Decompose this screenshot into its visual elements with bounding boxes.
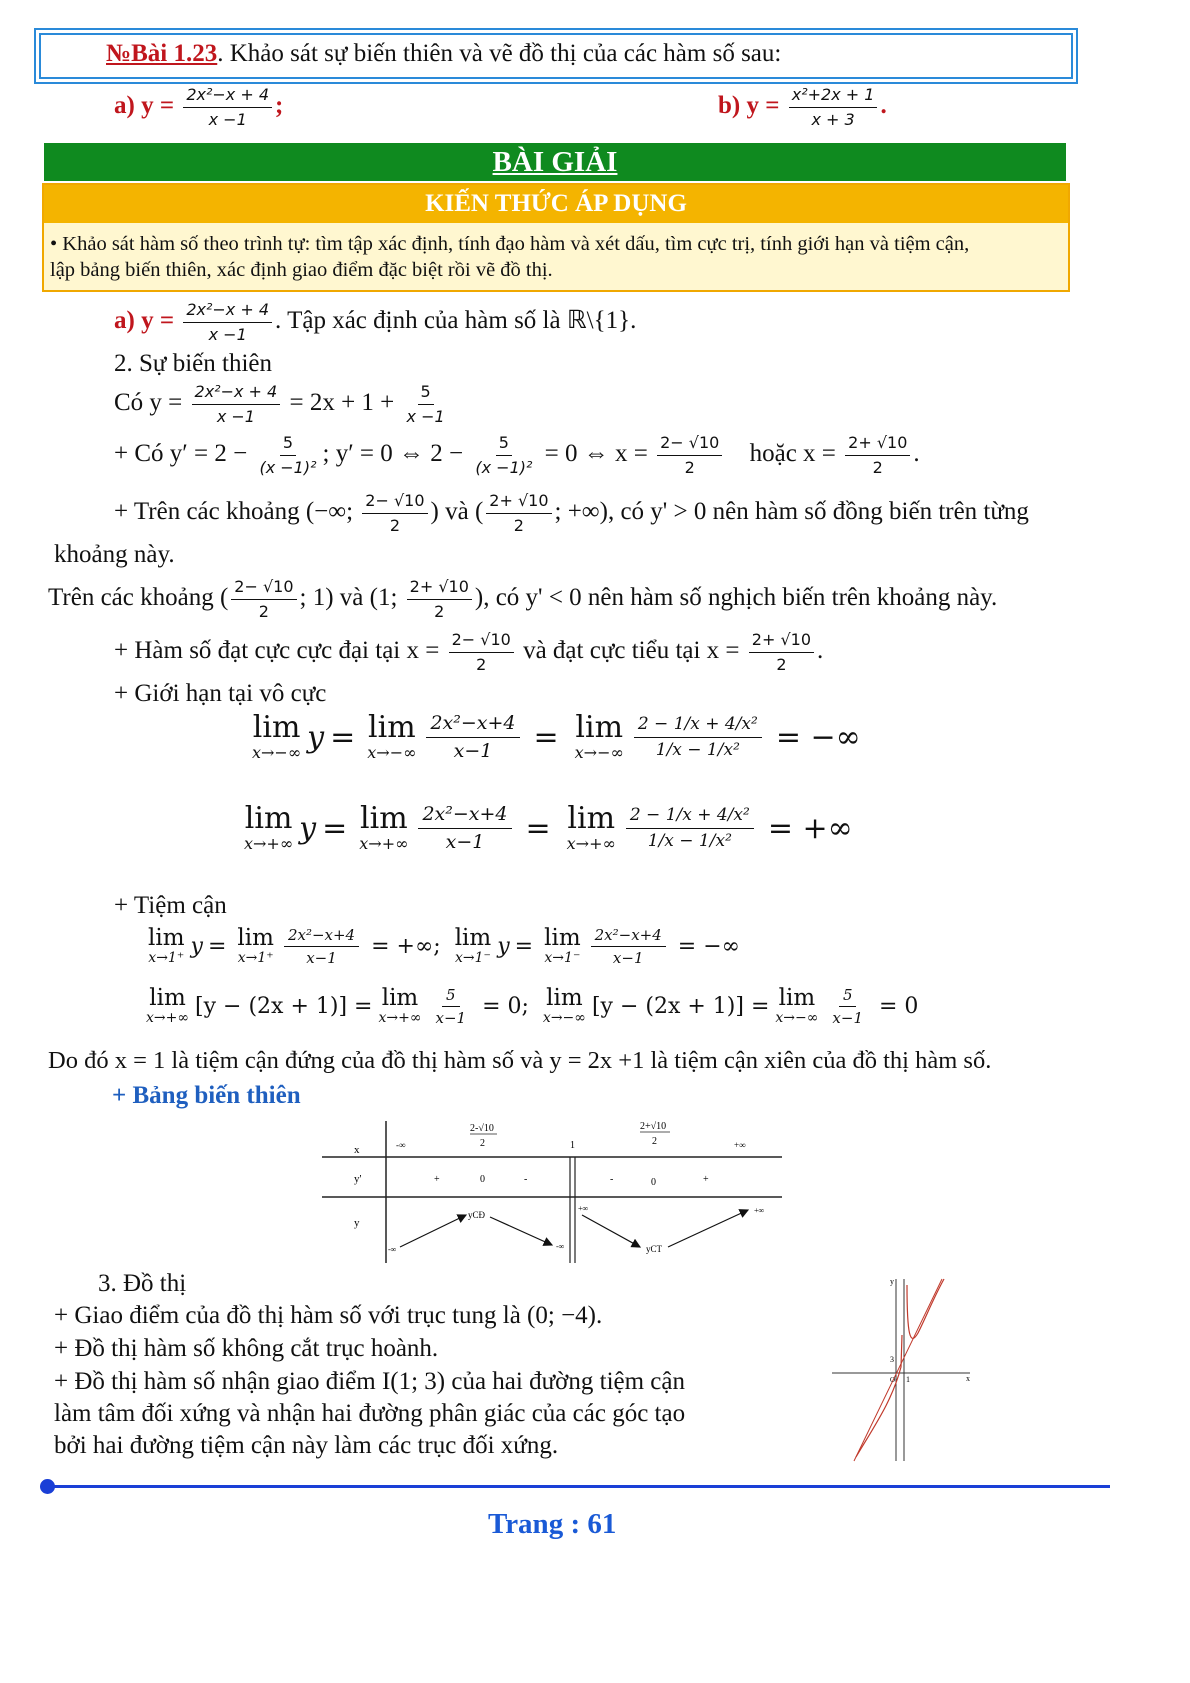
lim-complex-den: 1/x − 1/x² <box>655 739 740 760</box>
rewrite-numerator: 2x²−x + 4 <box>192 382 281 405</box>
dec-root-1: 2− √10 <box>231 577 296 600</box>
domain-text: . Tập xác định của hàm số là ℝ\{1}. <box>275 307 637 335</box>
rewrite-five: 5 <box>418 382 434 405</box>
section-2-title: 2. Sự biến thiên <box>114 350 272 377</box>
part-b-denominator: x + 3 <box>811 110 855 129</box>
part-b-numerator: x²+2x + 1 <box>789 85 878 108</box>
decreasing-line <box>48 577 997 622</box>
ext-root-1: 2− √10 <box>449 630 514 653</box>
ext-b: và đạt cực tiểu tại x = <box>523 637 740 665</box>
inc-root-1: 2− √10 <box>362 491 427 514</box>
graph-label-3: 3 <box>890 1355 894 1364</box>
x-root-1: 2-√10 <box>470 1123 494 1134</box>
lim-result: = +∞; <box>371 934 441 959</box>
graph-note-1: + Giao điểm của đồ thị hàm số với trục tung là (0; −4). <box>54 1302 603 1329</box>
lim-y: y <box>190 934 203 959</box>
graph-x-label: x <box>966 1374 970 1383</box>
ext-root-2: 2+ √10 <box>749 630 814 653</box>
lim-sub: x→+∞ <box>244 833 294 853</box>
lim-result: = 0 <box>879 994 919 1019</box>
lim-y: y <box>307 719 325 755</box>
part-a-denominator: x −1 <box>208 110 247 129</box>
conclusion-line: Do đó x = 1 là tiệm cận đứng của đồ thị hàm số và y = 2x +1 là tiệm cận xiên của đồ thị hàm số. <box>48 1047 992 1074</box>
lim-word: lim <box>575 709 624 745</box>
lim-complex-num: 2 − 1/x + 4/x² <box>626 805 754 828</box>
arrow-down-2 <box>582 1215 640 1247</box>
lim-word: lim <box>454 925 492 951</box>
dec-a: Trên các khoảng ( <box>48 584 229 612</box>
dec-root-2: 2+ √10 <box>407 577 472 600</box>
footer-rule <box>48 1485 1110 1488</box>
part-a-label: a) y = <box>114 92 175 120</box>
lim-sub: x→1⁺ <box>237 950 274 966</box>
derivative-equiv: = 0 ⇔ x = <box>544 440 648 468</box>
sign-plus-2: + <box>703 1174 709 1185</box>
root-1-num: 2− √10 <box>657 433 722 456</box>
inc-root-2: 2+ √10 <box>486 491 551 514</box>
domain-line <box>114 300 636 345</box>
page-number: Trang : 61 <box>488 1508 617 1540</box>
lim-eq: = <box>330 719 356 755</box>
problem-statement <box>106 40 781 68</box>
part-b-label: b) y = <box>718 92 780 120</box>
lim-result: = 0; <box>482 994 529 1019</box>
lim-sub: x→1⁻ <box>544 950 581 966</box>
limit-plus-inf <box>238 800 853 854</box>
rewrite-denominator: x −1 <box>216 407 255 426</box>
lim-sub: x→+∞ <box>378 1010 422 1026</box>
lim-frac-num: 2x²−x+4 <box>418 803 511 829</box>
lim-frac-den: x−1 <box>435 1009 467 1027</box>
inc-b: ) và ( <box>430 498 484 526</box>
derivative-five-2: 5 <box>496 433 512 456</box>
arrow-up-2 <box>668 1210 748 1247</box>
or-text: hoặc x = <box>749 440 836 468</box>
y-max: yCĐ <box>468 1210 486 1220</box>
y-min: yCT <box>646 1244 663 1254</box>
rewrite-line <box>114 382 451 427</box>
lim-sub: x→−∞ <box>367 742 417 762</box>
x-root-1-den: 2 <box>480 1138 485 1149</box>
problem-text: . Khảo sát sự biến thiên và vẽ đồ thị của các hàm số sau: <box>217 40 782 67</box>
ext-two-2: 2 <box>776 655 787 674</box>
variation-table-title: + Bảng biến thiên <box>112 1082 301 1109</box>
lim-oblique: [y − (2x + 1)] = <box>195 994 373 1019</box>
lim-result: = −∞ <box>677 934 740 959</box>
lim-sub: x→+∞ <box>566 833 616 853</box>
lim-word: lim <box>778 985 816 1011</box>
lim-sub: x→+∞ <box>146 1010 190 1026</box>
derivative-line <box>114 433 920 478</box>
lim-frac-den: x−1 <box>445 830 485 853</box>
dec-b: ; 1) và (1; <box>299 584 398 612</box>
variation-table <box>320 1115 790 1270</box>
lim-word: lim <box>368 709 416 745</box>
sign-minus-1: - <box>524 1174 528 1185</box>
root-dot: . <box>913 440 920 468</box>
ext-a: + Hàm số đạt cực cực đại tại x = <box>114 637 440 665</box>
root-1-den: 2 <box>684 458 695 477</box>
knowledge-line-2: lập bảng biến thiên, xác định giao điểm đặc biệt rồi vẽ đồ thị. <box>50 259 553 281</box>
table-row-x: x <box>354 1144 360 1156</box>
lim-frac-den: x−1 <box>453 739 493 762</box>
root-2-num: 2+ √10 <box>845 433 910 456</box>
lim-frac-den: x−1 <box>306 949 337 967</box>
extrema-line <box>114 630 823 675</box>
lim-sub: x→−∞ <box>542 1010 586 1026</box>
sign-zero-2: 0 <box>651 1177 656 1188</box>
lim-word: lim <box>544 925 581 951</box>
y-plus-inf-2: +∞ <box>754 1206 765 1215</box>
lim-y: y <box>497 934 510 959</box>
domain-numerator: 2x²−x + 4 <box>183 300 272 323</box>
problem-label: №Bài 1.23 <box>106 40 218 67</box>
graph-note-3: + Đồ thị hàm số nhận giao điểm I(1; 3) của hai đường tiệm cận <box>54 1368 685 1395</box>
knowledge-title: KIẾN THỨC ÁP DỤNG <box>425 190 687 217</box>
lim-result: = +∞ <box>767 810 853 846</box>
lim-sub: x→−∞ <box>252 742 302 762</box>
solution-title: BÀI GIẢI <box>492 145 618 178</box>
inc-c: ; +∞), có y' > 0 nên hàm số đồng biến trên từng <box>554 498 1029 526</box>
lim-frac-num: 2x²−x+4 <box>284 926 359 947</box>
x-root-2-den: 2 <box>652 1136 657 1147</box>
vertical-asymptote-limits <box>142 926 740 967</box>
lim-word: lim <box>567 800 616 836</box>
lim-frac-num: 2x²−x+4 <box>591 926 666 947</box>
solution-banner <box>44 143 1066 181</box>
lim-sub: x→−∞ <box>775 1010 819 1026</box>
rewrite-den2: x −1 <box>406 407 445 426</box>
lim-sub: x→+∞ <box>359 833 409 853</box>
lim-word: lim <box>149 985 186 1011</box>
lim-eq: = <box>207 934 227 959</box>
lim-y: y <box>299 810 317 846</box>
dec-c: ), có y' < 0 nên hàm số nghịch biến trên khoảng này. <box>474 584 998 612</box>
right-branch <box>907 1279 944 1338</box>
lim-frac-den: x−1 <box>612 949 644 967</box>
sign-minus-2: - <box>610 1174 614 1185</box>
inc-a: + Trên các khoảng (−∞; <box>114 498 354 526</box>
lim-complex-den: 1/x − 1/x² <box>647 830 732 851</box>
left-branch <box>856 1335 902 1457</box>
rewrite-prefix: Có y = <box>114 389 183 417</box>
graph-y-label: y <box>890 1277 894 1286</box>
lim-five: 5 <box>839 986 857 1007</box>
graph-origin: O <box>890 1376 896 1384</box>
section-3-title: 3. Đồ thị <box>98 1270 187 1297</box>
derivative-den: (x −1)² <box>259 458 317 477</box>
function-graph <box>830 1275 980 1465</box>
lim-sub: x→1⁻ <box>455 950 491 966</box>
knowledge-title-bar <box>44 185 1068 223</box>
limits-title: + Giới hạn tại vô cực <box>114 680 327 707</box>
arrow-down-1 <box>490 1217 552 1245</box>
y-plus-inf: +∞ <box>578 1204 589 1213</box>
oblique-asymptote-limits <box>140 986 918 1027</box>
lim-sub: x→−∞ <box>574 742 624 762</box>
lim-eq: = <box>514 934 534 959</box>
lim-eq: = <box>525 810 551 846</box>
lim-word: lim <box>252 709 301 745</box>
lim-frac-den: x−1 <box>832 1009 863 1027</box>
part-a: a) y = $\frac{\text{2x²−x + 4}}{x -1}$ ; <box>114 85 284 129</box>
domain-denominator: x −1 <box>208 325 247 344</box>
y-minus-inf-2: -∞ <box>556 1242 565 1251</box>
lim-eq: = <box>533 719 559 755</box>
knowledge-box <box>42 183 1070 292</box>
lim-eq: = <box>322 810 348 846</box>
knowledge-line-1: • Khảo sát hàm số theo trình tự: tìm tập xác định, tính đạo hàm và xét dấu, tìm cực trị, tính giới hạn và tiệm cận, <box>50 233 970 255</box>
increasing-line-2: khoảng này. <box>54 541 175 568</box>
ext-dot: . <box>817 637 824 665</box>
y-minus-inf: -∞ <box>388 1245 397 1254</box>
lim-word: lim <box>381 985 419 1011</box>
lim-word: lim <box>244 800 293 836</box>
inc-two-1: 2 <box>389 516 400 535</box>
dec-two-2: 2 <box>434 602 445 621</box>
inc-two-2: 2 <box>513 516 524 535</box>
asymptote-title: + Tiệm cận <box>114 892 227 919</box>
lim-word: lim <box>148 925 185 951</box>
root-2-den: 2 <box>872 458 883 477</box>
derivative-five: 5 <box>280 433 296 456</box>
lim-word: lim <box>360 800 408 836</box>
table-row-y: y <box>354 1217 360 1229</box>
lim-frac-num: 2x²−x+4 <box>426 712 519 738</box>
oblique-asymptote <box>854 1279 942 1461</box>
derivative-zero: ; y′ = 0 ⇔ 2 − <box>322 440 464 468</box>
derivative-den-2: (x −1)² <box>475 458 533 477</box>
arrow-up-1 <box>400 1215 466 1247</box>
ext-two-1: 2 <box>476 655 487 674</box>
derivative-prefix: + Có y′ = 2 − <box>114 440 248 468</box>
sign-zero-1: 0 <box>480 1174 485 1185</box>
lim-complex-num: 2 − 1/x + 4/x² <box>634 714 762 737</box>
lim-result: = −∞ <box>775 719 861 755</box>
part-b: b) y = $\frac{\text{x²+2x + 1}}{x + 3}$ . <box>718 85 887 129</box>
table-row-yp: y' <box>354 1173 362 1185</box>
limit-minus-inf <box>246 709 861 763</box>
lim-word: lim <box>237 925 274 951</box>
lim-oblique: [y − (2x + 1)] = <box>591 994 770 1019</box>
lim-five: 5 <box>442 986 460 1007</box>
increasing-line <box>114 491 1029 536</box>
graph-note-2: + Đồ thị hàm số không cắt trục hoành. <box>54 1335 439 1362</box>
x-plus-inf: +∞ <box>734 1140 746 1150</box>
graph-label-1: 1 <box>906 1375 910 1384</box>
x-root-2: 2+√10 <box>640 1121 667 1132</box>
lim-word: lim <box>546 985 583 1011</box>
dec-two-1: 2 <box>258 602 269 621</box>
lim-sub: x→1⁺ <box>148 950 185 966</box>
domain-a-label: a) y = <box>114 307 175 335</box>
graph-note-4: làm tâm đối xứng và nhận hai đường phân giác của các góc tạo <box>54 1400 686 1427</box>
part-a-numerator: 2x²−x + 4 <box>183 85 272 108</box>
sign-plus-1: + <box>434 1174 440 1185</box>
x-one: 1 <box>570 1140 575 1151</box>
footer-dot <box>40 1479 55 1494</box>
graph-note-5: bởi hai đường tiệm cận này làm các trục đối xứng. <box>54 1432 559 1459</box>
rewrite-sum: = 2x + 1 + <box>289 389 395 417</box>
x-minus-inf: -∞ <box>396 1140 406 1150</box>
